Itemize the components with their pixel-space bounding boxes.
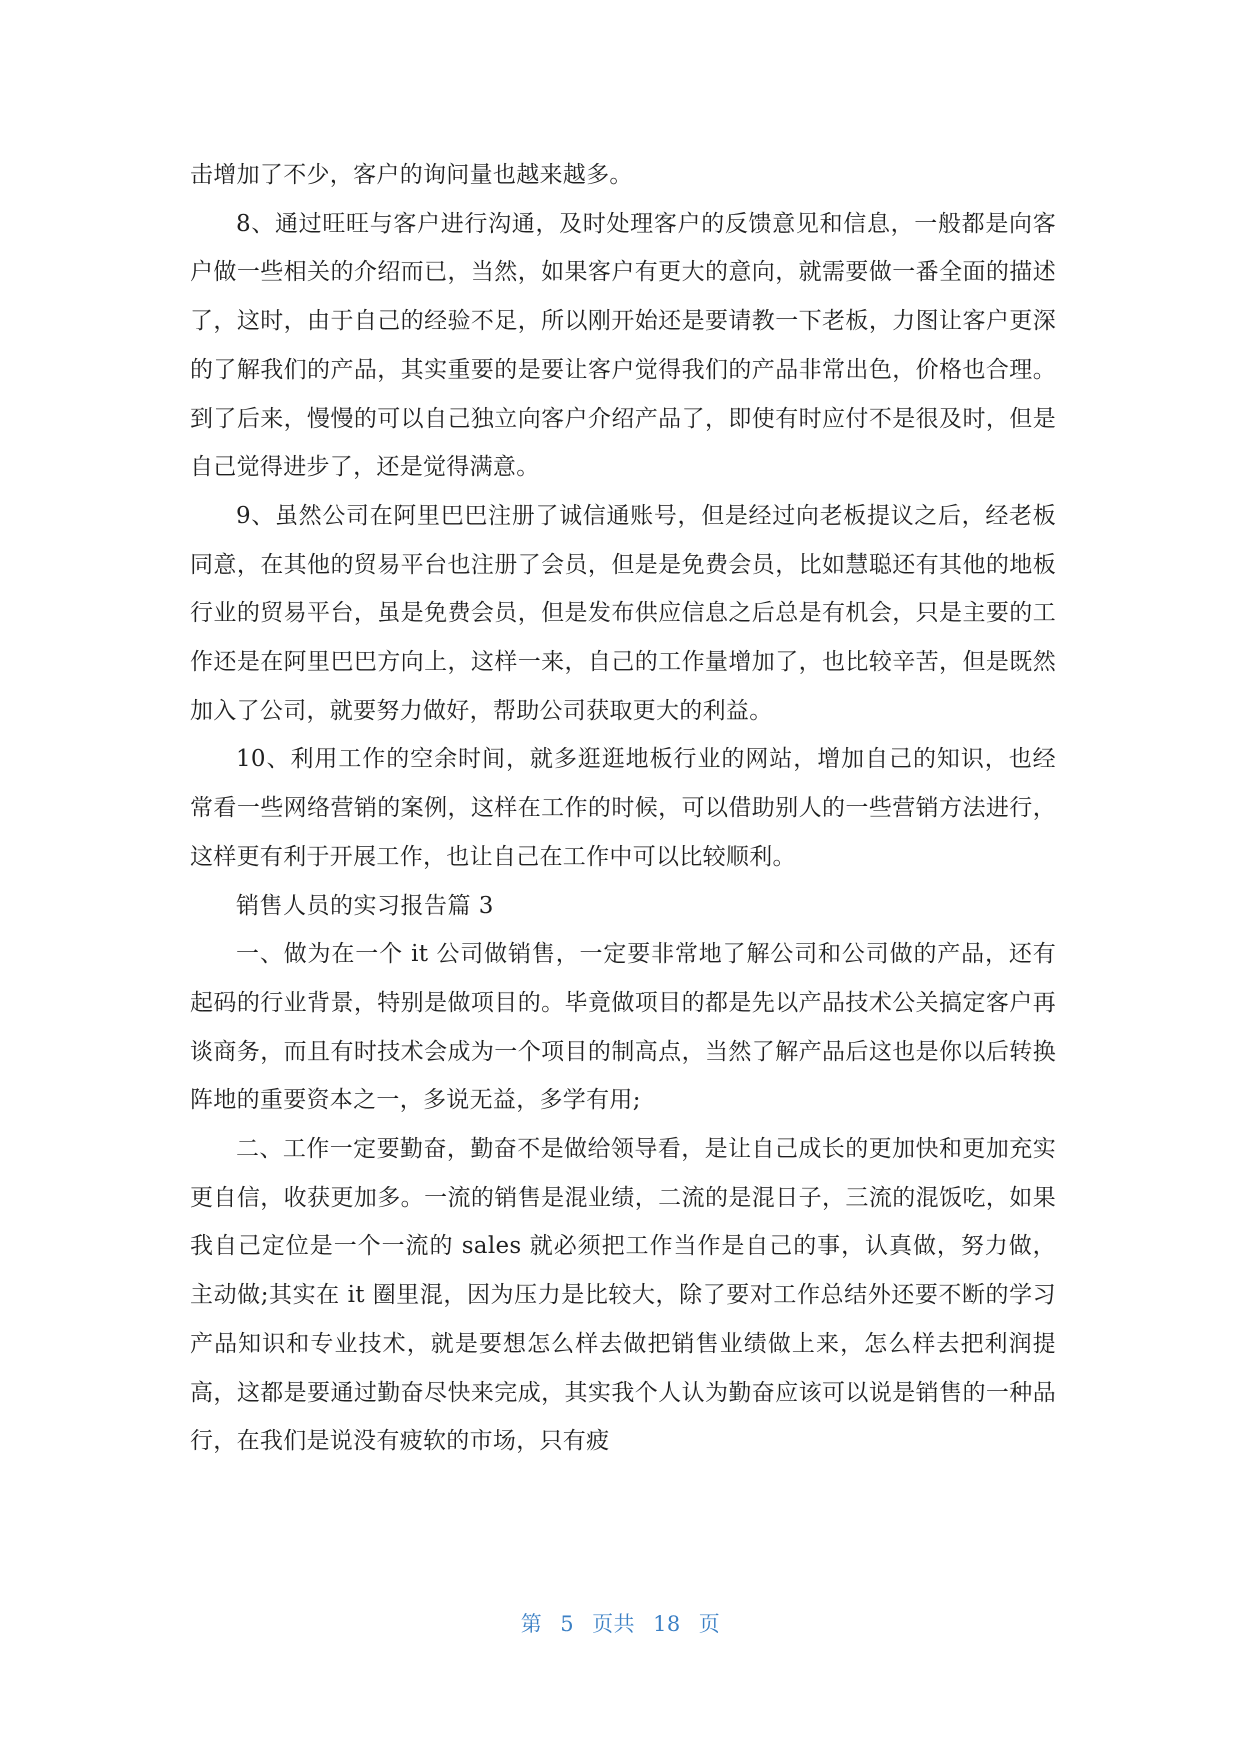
- footer-label-of: 页共: [592, 1612, 636, 1636]
- footer-label-end: 页: [698, 1612, 721, 1636]
- footer-label-page: 第: [520, 1612, 543, 1636]
- section-heading: 销售人员的实习报告篇 3: [236, 892, 494, 919]
- page-footer: [0, 1608, 1241, 1638]
- footer-total-pages: 18: [653, 1612, 681, 1636]
- paragraph-point-two: 二、工作一定要勤奋，勤奋不是做给领导看，是让自己成长的更加快和更加充实更自信，收获更加多。一流的销售是混业绩，二流的是混日子，三流的混饭吃，如果我自己定位是一个一流的 sales 就必须把工作当作是自己的事，认真做，努力做，主动做;其实在 it 圈里混，因为压力是比较大，除了要对工作总结外还要不断的学习产品知识和专业技术，就是要想怎么样去做把销售业绩做上来，怎么样去把利润提高，这都是要通过勤奋尽快来完成，其实我个人认为勤奋应该可以说是销售的一种品行，在我们是说没有疲软的市场，只有疲: [190, 1136, 1056, 1455]
- paragraph-continued: 击增加了不少，客户的询问量也越来越多。: [190, 162, 633, 188]
- paragraph-item-9: 9、虽然公司在阿里巴巴注册了诚信通账号，但是经过向老板提议之后，经老板同意，在其他的贸易平台也注册了会员，但是是免费会员，比如慧聪还有其他的地板行业的贸易平台，虽是免费会员，但是发布供应信息之后总是有机会，只是主要的工作还是在阿里巴巴方向上，这样一来，自己的工作量增加了，也比较辛苦，但是既然加入了公司，就要努力做好，帮助公司获取更大的利益。: [190, 502, 1056, 724]
- paragraph-point-one: 一、做为在一个 it 公司做销售，一定要非常地了解公司和公司做的产品，还有起码的行业背景，特别是做项目的。毕竟做项目的都是先以产品技术公关搞定客户再谈商务，而且有时技术会成为一个项目的制高点，当然了解产品后这也是你以后转换阵地的重要资本之一，多说无益，多学有用;: [190, 941, 1056, 1114]
- paragraph-item-10: 10、利用工作的空余时间，就多逛逛地板行业的网站，增加自己的知识，也经常看一些网络营销的案例，这样在工作的时候，可以借助别人的一些营销方法进行，这样更有利于开展工作，也让自己在工作中可以比较顺利。: [190, 746, 1056, 870]
- paragraph-item-8: 8、通过旺旺与客户进行沟通，及时处理客户的反馈意见和信息，一般都是向客户做一些相关的介绍而已，当然，如果客户有更大的意向，就需要做一番全面的描述了，这时，由于自己的经验不足，所以刚开始还是要请教一下老板，力图让客户更深的了解我们的产品，其实重要的是要让客户觉得我们的产品非常出色，价格也合理。到了后来，慢慢的可以自己独立向客户介绍产品了，即使有时应付不是很及时，但是自己觉得进步了，还是觉得满意。: [190, 210, 1056, 481]
- footer-current-page: 5: [560, 1612, 575, 1636]
- document-body: [190, 151, 1056, 1466]
